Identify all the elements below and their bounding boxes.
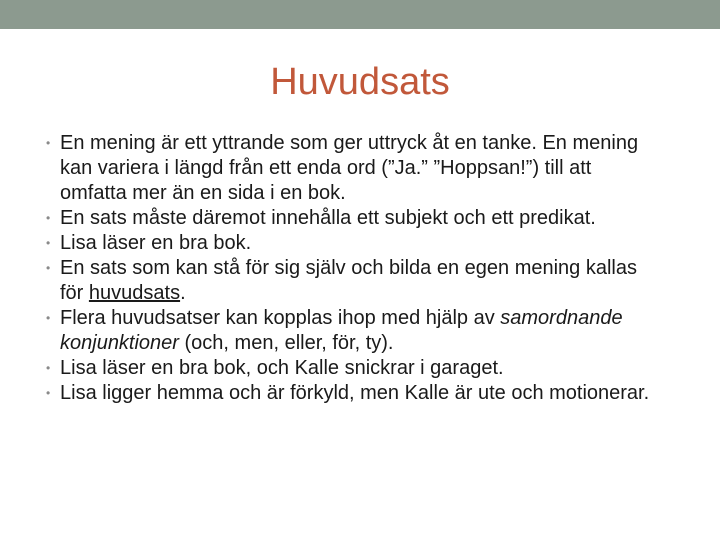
bullet-item-1: [46, 131, 656, 206]
conjunction-term: samordnande konjunktioner: [60, 307, 623, 354]
bullet-icon: •: [46, 386, 51, 400]
bullet-item-6: [46, 356, 656, 381]
slide-top-bar: [0, 0, 720, 29]
slide-title-text: Huvudsats: [270, 61, 450, 103]
bullet-item-5: [46, 306, 656, 356]
bullet-icon: •: [46, 136, 51, 150]
huvudsats-term: huvudsats: [88, 282, 181, 304]
slide-title: [0, 58, 720, 106]
bullet-text-6: Lisa läser en bra bok, och Kalle snickrar i garaget.: [60, 357, 504, 379]
bullet-text-5-after: (och, men, eller, för, ty).: [178, 332, 394, 354]
bullet-list: [46, 131, 656, 406]
bullet-icon: •: [46, 361, 51, 375]
bullet-text-5-before: Flera huvudsatser kan kopplas ihop med hjälp av: [60, 307, 501, 329]
bullet-icon: •: [46, 261, 51, 275]
bullet-item-3: [46, 231, 656, 256]
bullet-icon: •: [46, 211, 51, 225]
bullet-text-4-after: .: [180, 282, 186, 304]
bullet-item-4: [46, 256, 656, 306]
bullet-item-2: [46, 206, 656, 231]
bullet-text-3: Lisa läser en bra bok.: [60, 232, 252, 254]
bullet-icon: •: [46, 236, 51, 250]
bullet-text-2: En sats måste däremot innehålla ett subjekt och ett predikat.: [60, 207, 596, 229]
bullet-text-4-before: En sats som kan stå för sig själv och bilda en egen mening kallas för: [60, 257, 637, 304]
bullet-icon: •: [46, 311, 51, 325]
bullet-text-7: Lisa ligger hemma och är förkyld, men Kalle är ute och motionerar.: [60, 382, 650, 404]
bullet-text-1: En mening är ett yttrande som ger uttryck åt en tanke. En mening kan variera i längd från ett enda ord (”Ja.” ”Hoppsan!”) till att omfatta mer än en sida i en bok.: [60, 132, 639, 204]
bullet-item-7: [46, 381, 656, 406]
